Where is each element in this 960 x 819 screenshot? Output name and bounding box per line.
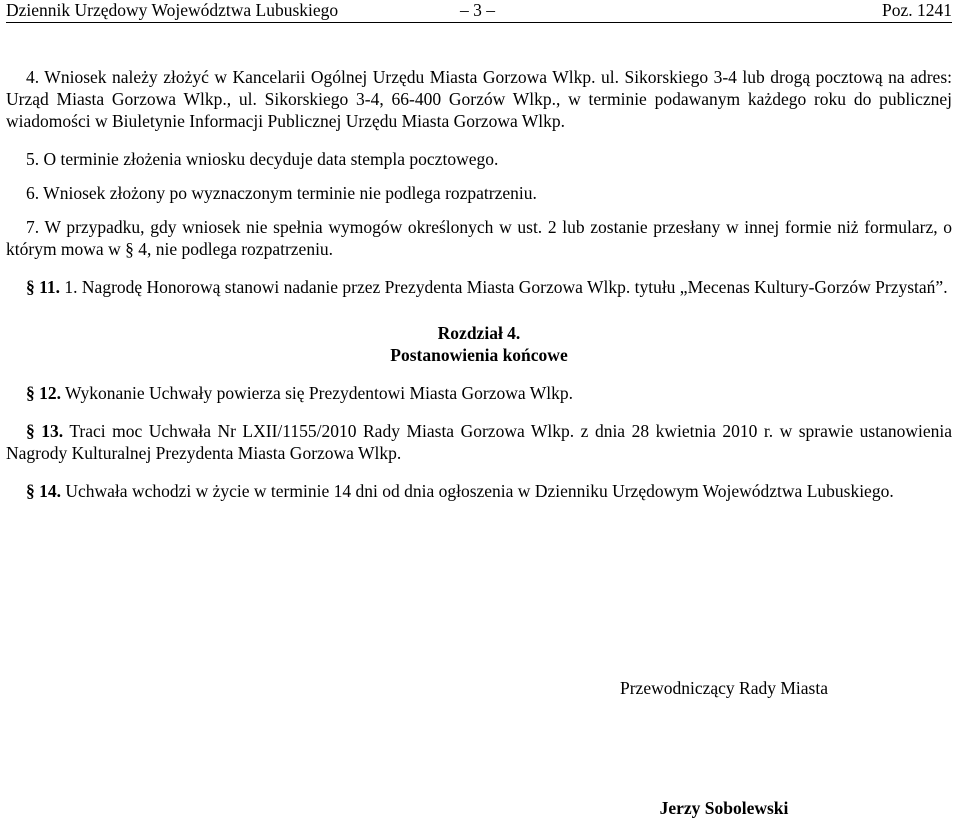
page-header (6, 0, 952, 22)
section-13-number: § 13. (26, 421, 64, 441)
signature-title: Przewodniczący Rady Miasta (620, 678, 828, 698)
journal-title: Dziennik Urzędowy Województwa Lubuskiego (6, 0, 339, 20)
section-14-number: § 14. (26, 481, 61, 501)
position-number: Poz. 1241 (882, 0, 952, 20)
chapter-title: Rozdział 4. (437, 323, 521, 343)
section-14 (6, 480, 952, 502)
chapter-subtitle: Postanowienia końcowe (390, 345, 568, 365)
section-13-text: Traci moc Uchwała Nr LXII/1155/2010 Rady Miasta Gorzowa Wlkp. z dnia 28 kwietnia 2010 r. w sprawie ustanowienia Nagrody Kulturalnej Prezydenta Miasta Gorzowa Wlkp. (6, 421, 953, 463)
paragraph-5: 5. O terminie złożenia wniosku decyduje data stempla pocztowego. (26, 149, 499, 169)
section-11-number: § 11. (26, 277, 61, 297)
section-13 (6, 420, 952, 464)
section-12-text: Wykonanie Uchwały powierza się Prezydentowi Miasta Gorzowa Wlkp. (61, 383, 573, 403)
paragraph-6: 6. Wniosek złożony po wyznaczonym terminie nie podlega rozpatrzeniu. (26, 183, 537, 203)
section-11-text: 1. Nagrodę Honorową stanowi nadanie przez Prezydenta Miasta Gorzowa Wlkp. tytułu „Mecenas Kultury-Gorzów Przystań”. (60, 277, 948, 297)
section-14-text: Uchwała wchodzi w życie w terminie 14 dni od dnia ogłoszenia w Dzienniku Urzędowym Województwa Lubuskiego. (61, 481, 894, 501)
section-12 (6, 382, 952, 404)
paragraph-7: 7. W przypadku, gdy wniosek nie spełnia wymogów określonych w ust. 2 lub zostanie przesłany w innej formie niż formularz, o którym mowa w § 4, nie podlega rozpatrzeniu. (6, 217, 952, 259)
page-number: – 3 – (460, 0, 495, 20)
paragraph-4: 4. Wniosek należy złożyć w Kancelarii Ogólnej Urzędu Miasta Gorzowa Wlkp. ul. Sikorskiego 3-4 lub drogą pocztową na adres: Urząd Miasta Gorzowa Wlkp., ul. Sikorskiego 3-4, 66-400 Gorzów Wlkp., w terminie podawanym każdego roku do publicznej wiadomości w Biuletynie Informacji Publicznej Urzędu Miasta Gorzowa Wlkp. (6, 67, 952, 131)
document-body (6, 66, 952, 502)
section-12-number: § 12. (26, 383, 61, 403)
header-divider (6, 22, 952, 23)
section-11 (6, 276, 952, 298)
signature-name: Jerzy Sobolewski (659, 798, 789, 818)
